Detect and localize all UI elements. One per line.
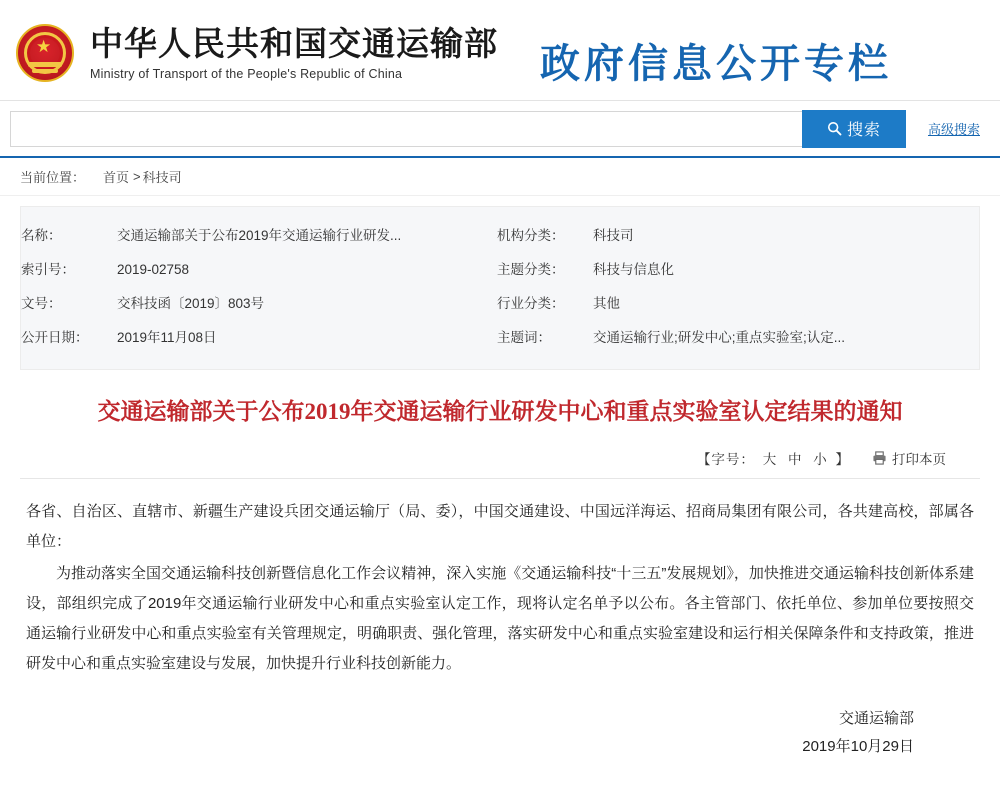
- page-title: 交通运输部关于公布2019年交通运输行业研发中心和重点实验室认定结果的通知: [97, 399, 903, 424]
- meta-key: 行业分类：: [497, 296, 565, 311]
- meta-key: 索引号：: [21, 262, 75, 277]
- breadcrumb-label: 当前位置：: [20, 170, 86, 185]
- font-size-small[interactable]: 小: [813, 452, 828, 467]
- section-banner-title: 政府信息公开专栏: [540, 40, 892, 86]
- table-row: [21, 321, 979, 355]
- meta-value: 科技与信息化: [593, 262, 674, 277]
- breadcrumb: [0, 158, 1000, 196]
- breadcrumb-home[interactable]: 首页: [103, 170, 130, 185]
- font-size-large[interactable]: 大: [762, 452, 778, 467]
- meta-value: 交通运输行业;研发中心;重点实验室;认定...: [593, 330, 846, 345]
- site-title-cn: 中华人民共和国交通运输部: [90, 26, 498, 63]
- print-button[interactable]: [872, 448, 946, 468]
- font-size-medium[interactable]: 中: [787, 452, 803, 467]
- meta-value: 2019年11月08日: [117, 330, 217, 345]
- search-icon: [827, 121, 842, 136]
- document-meta-table: [21, 219, 979, 355]
- meta-value: 科技司: [593, 228, 634, 243]
- font-size-suffix: 】: [835, 452, 850, 467]
- signature-date: 2019年10月29日: [802, 738, 914, 755]
- signature-org: 交通运输部: [838, 710, 914, 727]
- meta-key: 机构分类：: [497, 228, 565, 243]
- font-size-control: [697, 448, 850, 468]
- breadcrumb-current[interactable]: 科技司: [142, 170, 182, 185]
- search-bar: [0, 100, 1000, 158]
- meta-key: 主题词：: [497, 330, 551, 345]
- meta-value: 2019-02758: [117, 262, 190, 277]
- meta-key: 文号：: [21, 296, 62, 311]
- meta-value: 交通运输部关于公布2019年交通运输行业研发...: [117, 228, 402, 243]
- meta-key: 名称：: [21, 228, 62, 243]
- article-paragraph: 各省、自治区、直辖市、新疆生产建设兵团交通运输厅（局、委），中国交通建设、中国远洋海运、招商局集团有限公司，各共建高校，部属各单位：: [26, 503, 974, 550]
- print-label: 打印本页: [892, 452, 946, 467]
- advanced-search-link[interactable]: 高级搜索: [927, 122, 980, 137]
- table-row: [21, 219, 979, 253]
- font-size-prefix: 【字号：: [696, 452, 755, 467]
- meta-key: 公开日期：: [21, 330, 89, 345]
- search-button-label: 搜索: [846, 122, 881, 139]
- search-input[interactable]: [10, 111, 802, 147]
- site-title-en: Ministry of Transport of the People's Republic of China: [90, 66, 403, 81]
- meta-value: 其他: [593, 296, 620, 311]
- table-row: [21, 253, 979, 287]
- search-button[interactable]: [802, 110, 906, 148]
- article-toolbar: [20, 448, 980, 479]
- breadcrumb-separator: >: [133, 169, 141, 184]
- article-signature: [26, 705, 914, 761]
- china-national-emblem-icon: ★: [14, 22, 76, 84]
- meta-key: 主题分类：: [497, 262, 565, 277]
- document-meta-panel: [20, 206, 980, 370]
- printer-icon: [872, 451, 887, 465]
- site-header: [0, 0, 1000, 100]
- article-paragraph: 为推动落实全国交通运输科技创新暨信息化工作会议精神，深入实施《交通运输科技“十三五”发展规划》，加快推进交通运输科技创新体系建设，部组织完成了2019年交通运输行业研发中心和重点实验室认定工作，现将认定名单予以公布。各主管部门、依托单位、参加单位要按照交通运输行业研发中心和重点实验室有关管理规定，明确职责、强化管理，落实研发中心和重点实验室建设和运行相关保障条件和支持政策，推进研发中心和重点实验室建设与发展，加快提升行业科技创新能力。: [26, 565, 974, 672]
- table-row: [21, 287, 979, 321]
- article-body: [26, 497, 974, 761]
- site-title-group: [90, 26, 498, 81]
- meta-value: 交科技函〔2019〕803号: [117, 296, 265, 311]
